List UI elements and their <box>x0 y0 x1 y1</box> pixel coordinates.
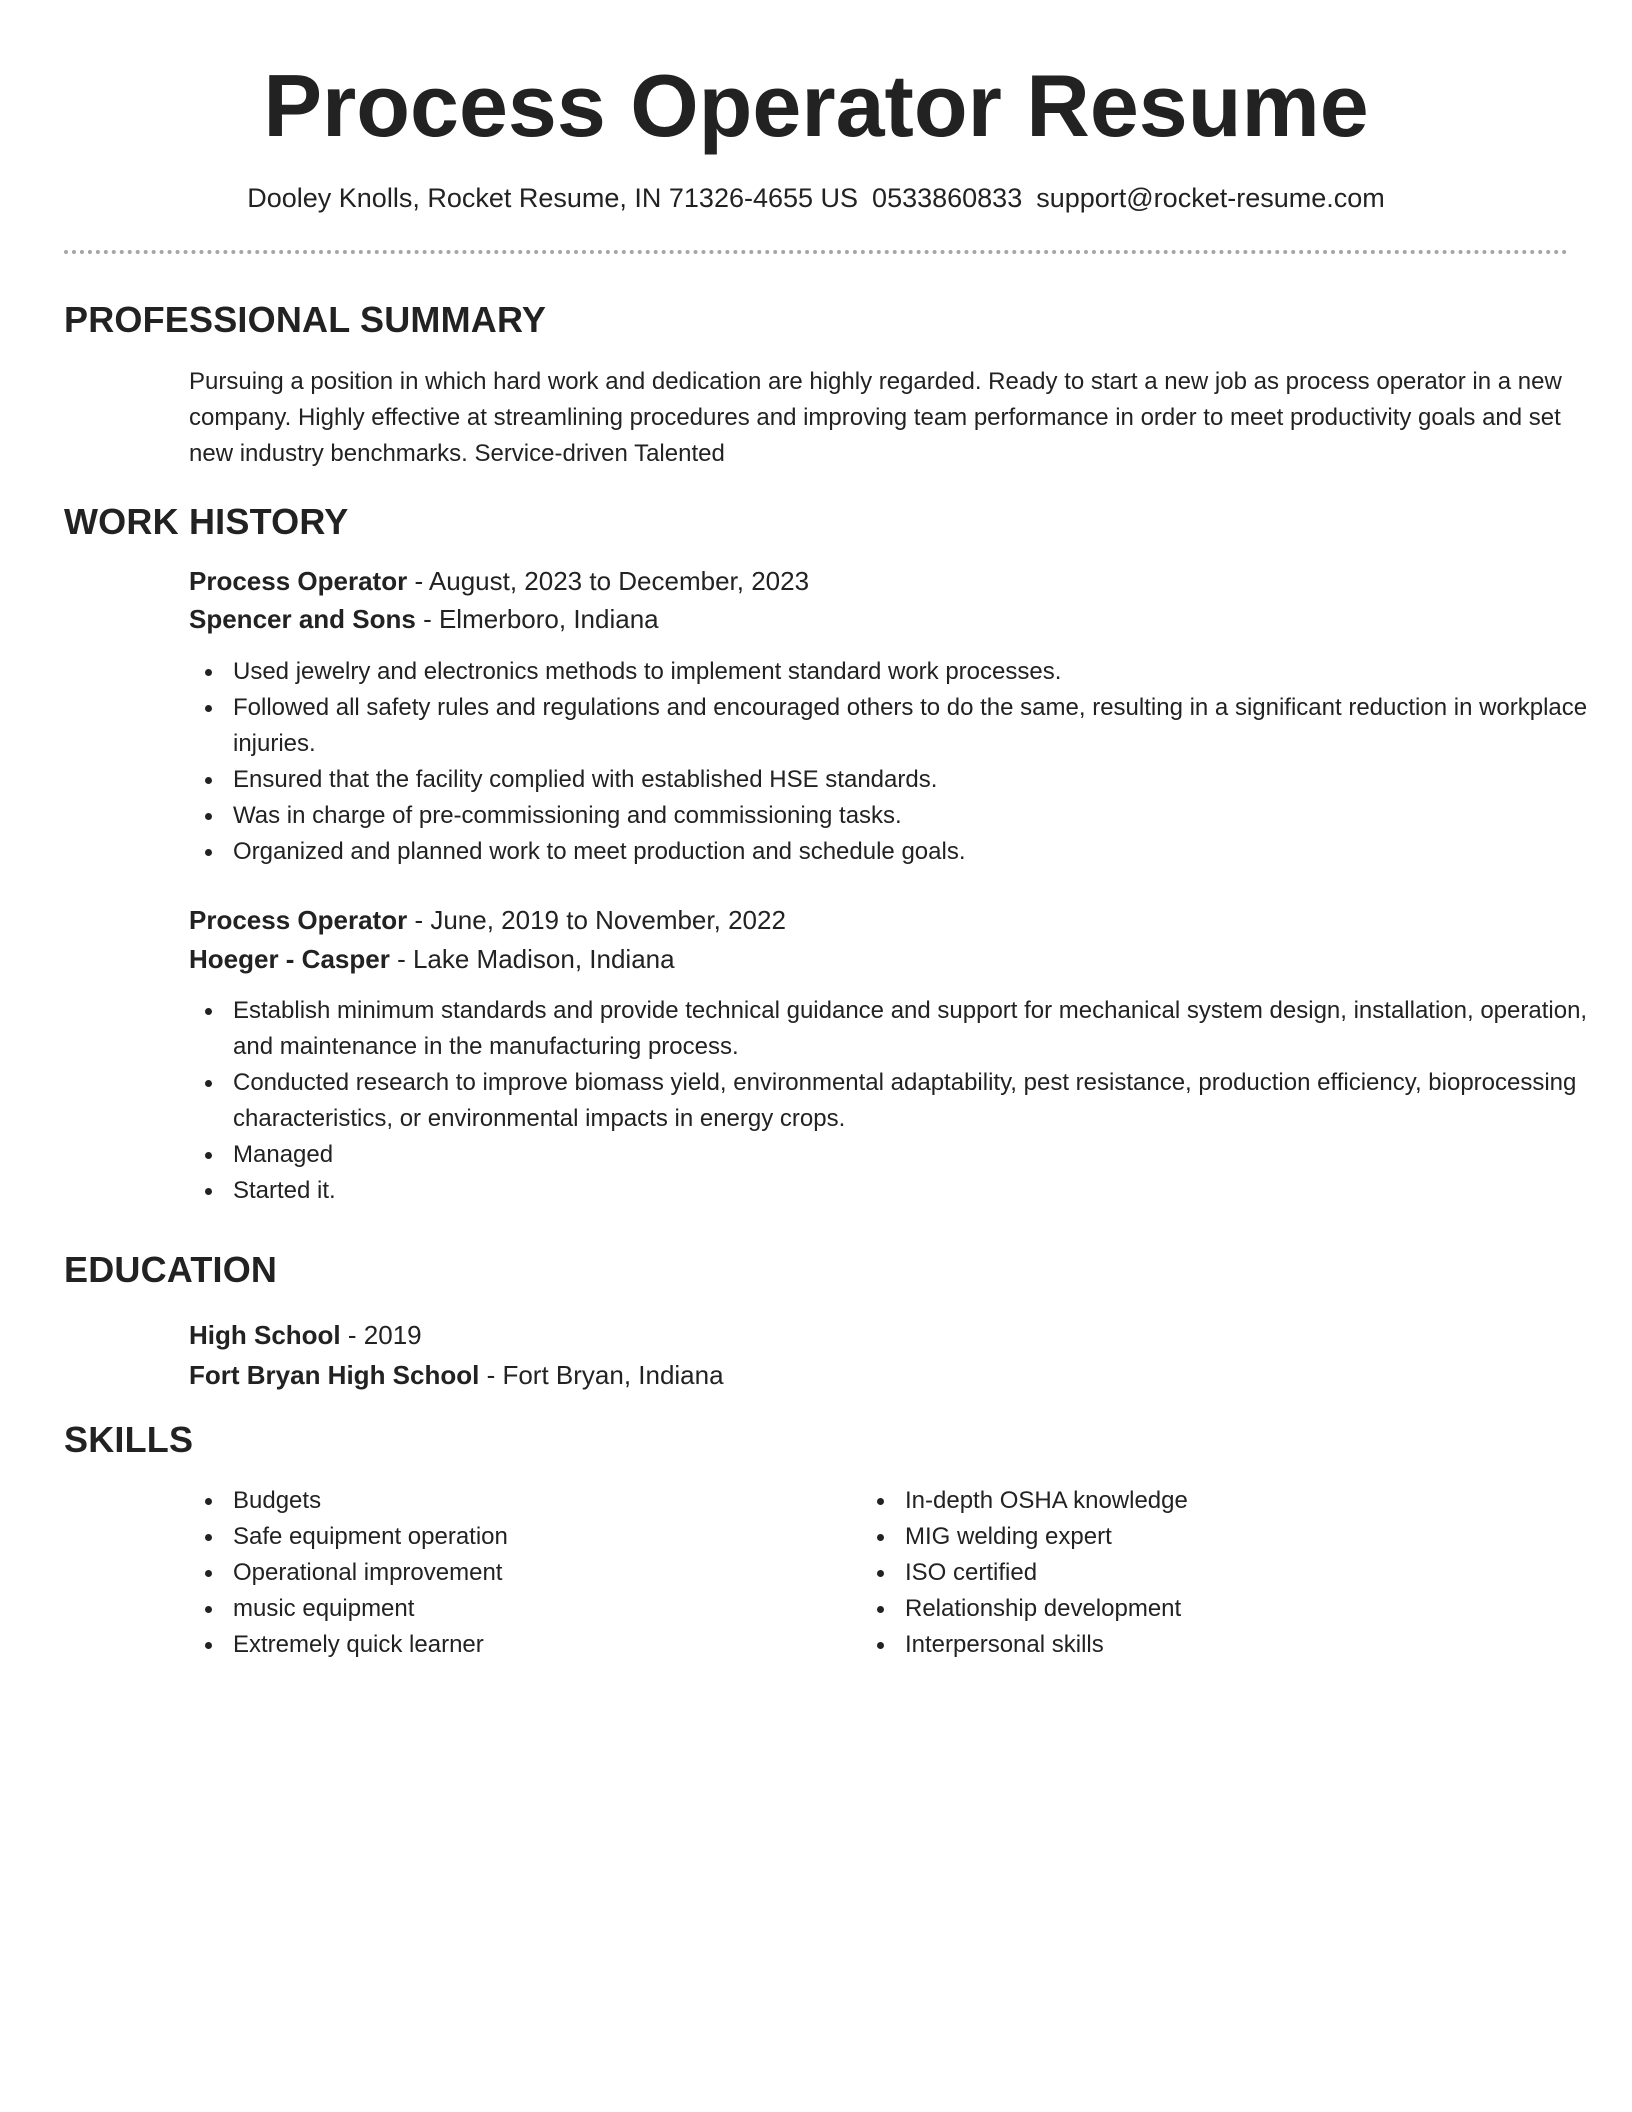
education-heading: EDUCATION <box>64 1249 278 1290</box>
skills-right-list <box>861 1483 1632 1663</box>
list-item: Establish minimum standards and provide technical guidance and support for mechanical system design, installation, operation, and maintenance in the manufacturing process. <box>233 993 1603 1065</box>
job-1-company: Spencer and Sons <box>189 604 416 634</box>
list-item: Used jewelry and electronics methods to implement standard work processes. <box>233 654 1603 690</box>
education-school: Fort Bryan High School <box>189 1360 480 1390</box>
job-2-company: Hoeger - Casper <box>189 944 390 974</box>
job-1-title: Process Operator <box>189 566 408 596</box>
list-item: Followed all safety rules and regulations and encouraged others to do the same, resulting in a significant reduction in workplace injuries. <box>233 690 1603 762</box>
list-item: In-depth OSHA knowledge <box>905 1483 1632 1519</box>
summary-text: Pursuing a position in which hard work and dedication are highly regarded. Ready to start a new job as process operator in a new company. Highly effective at streamlining procedures and improving team performance in order to meet productivity goals and set new industry benchmarks. Service-driven Talented <box>189 368 1562 467</box>
list-item: MIG welding expert <box>905 1519 1632 1555</box>
list-item: music equipment <box>233 1591 1603 1627</box>
work-history-heading: WORK HISTORY <box>64 501 349 542</box>
list-item: Ensured that the facility complied with established HSE standards. <box>233 762 1603 798</box>
list-item: Organized and planned work to meet production and schedule goals. <box>233 834 1603 870</box>
job-2-company-line <box>189 941 675 977</box>
job-2-title-line <box>189 902 786 938</box>
job-2-title: Process Operator <box>189 905 408 935</box>
job-2-bullets <box>189 993 1603 1209</box>
job-2-dates: - June, 2019 to November, 2022 <box>407 905 786 935</box>
education-degree: High School <box>189 1320 341 1350</box>
list-item: Extremely quick learner <box>233 1627 1603 1663</box>
list-item: Started it. <box>233 1173 1603 1209</box>
education-year: - 2019 <box>340 1320 422 1350</box>
job-2-location: - Lake Madison, Indiana <box>389 944 675 974</box>
list-item: Budgets <box>233 1483 1603 1519</box>
list-item: Managed <box>233 1137 1603 1173</box>
contact-info <box>0 180 1632 216</box>
list-item: Interpersonal skills <box>905 1627 1632 1663</box>
education-degree-line <box>189 1317 422 1353</box>
job-1-bullets <box>189 654 1603 870</box>
job-1-dates: - August, 2023 to December, 2023 <box>407 566 810 596</box>
list-item: Conducted research to improve biomass yield, environmental adaptability, pest resistance, production efficiency, bioprocessing characteristics, or environmental impacts in energy crops. <box>233 1065 1603 1137</box>
contact-address: Dooley Knolls, Rocket Resume, IN 71326-4655 US <box>247 183 859 213</box>
list-item: Operational improvement <box>233 1555 1603 1591</box>
job-1-company-line <box>189 601 659 637</box>
list-item: Relationship development <box>905 1591 1632 1627</box>
list-item: Safe equipment operation <box>233 1519 1603 1555</box>
skills-heading: SKILLS <box>64 1419 194 1460</box>
resume-title: Process Operator Resume <box>263 56 1369 155</box>
contact-phone: 0533860833 <box>872 183 1023 213</box>
summary-heading: PROFESSIONAL SUMMARY <box>64 299 547 340</box>
education-school-line <box>189 1357 724 1393</box>
job-1-title-line <box>189 563 809 599</box>
header-divider <box>64 250 1568 254</box>
list-item: Was in charge of pre-commissioning and commissioning tasks. <box>233 798 1603 834</box>
contact-email: support@rocket-resume.com <box>1036 183 1385 213</box>
list-item: ISO certified <box>905 1555 1632 1591</box>
job-1-location: - Elmerboro, Indiana <box>415 604 659 634</box>
education-location: - Fort Bryan, Indiana <box>479 1360 724 1390</box>
